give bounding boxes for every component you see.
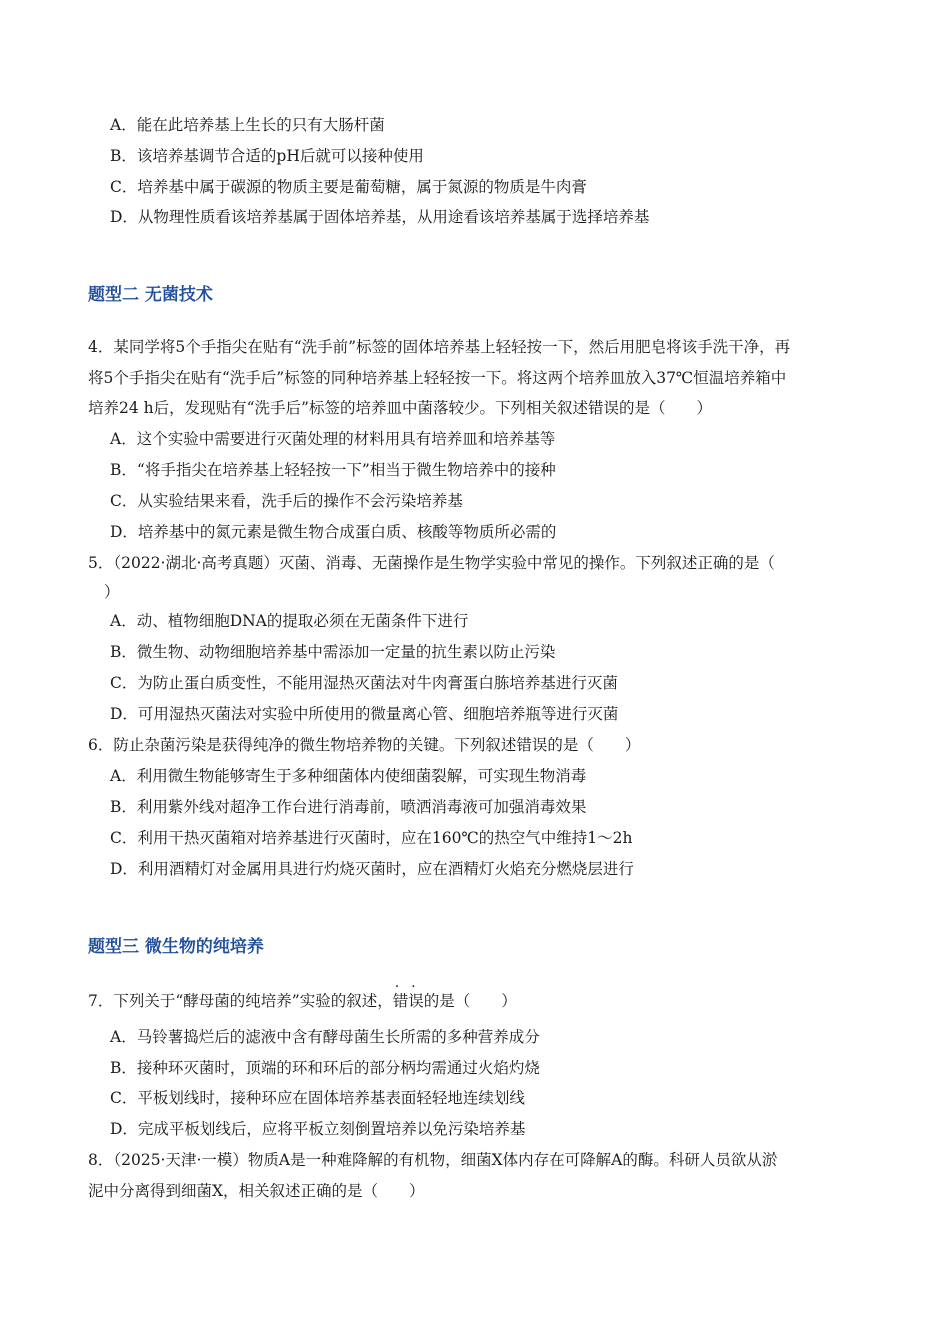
- q3-option-c: C．培养基中属于碳源的物质主要是葡萄糖，属于氮源的物质是牛肉膏: [110, 178, 587, 196]
- q5-stem-line-1: 5．（2022·湖北·高考真题）灭菌、消毒、无菌操作是生物学实验中常见的操作。下列叙述正确的是（: [88, 554, 775, 572]
- q4-option-b: B．“将手指尖在培养基上轻轻按一下”相当于微生物培养中的接种: [110, 461, 556, 479]
- q7-option-b: B．接种环灭菌时，顶端的环和环后的部分柄均需通过火焰灼烧: [110, 1059, 540, 1077]
- q5-stem-line-2: ）: [104, 583, 120, 601]
- q4-option-a: A．这个实验中需要进行灭菌处理的材料用具有培养皿和培养基等: [110, 430, 556, 448]
- q5-option-a: A．动、植物细胞DNA的提取必须在无菌条件下进行: [110, 612, 469, 630]
- q5-option-d: D．可用湿热灭菌法对实验中所使用的微量离心管、细胞培养瓶等进行灭菌: [110, 705, 619, 723]
- q7-stem-emphasis: · · 错误: [393, 991, 424, 1011]
- q3-option-a: A．能在此培养基上生长的只有大肠杆菌: [110, 116, 385, 134]
- section-heading-pure-culture: 题型三 微生物的纯培养: [88, 937, 264, 957]
- q4-option-c: C．从实验结果来看，洗手后的操作不会污染培养基: [110, 492, 463, 510]
- q6-option-c: C．利用干热灭菌箱对培养基进行灭菌时，应在160℃的热空气中维持1～2h: [110, 829, 633, 847]
- q5-option-c: C．为防止蛋白质变性，不能用湿热灭菌法对牛肉膏蛋白胨培养基进行灭菌: [110, 674, 618, 692]
- q7-option-a: A．马铃薯捣烂后的滤液中含有酵母菌生长所需的多种营养成分: [110, 1028, 540, 1046]
- q4-stem-line-2: 将5个手指尖在贴有“洗手后”标签的同种培养基上轻轻按一下。将这两个培养皿放入37℃恒温培养箱中: [88, 369, 787, 387]
- q4-stem-line-1: 4．某同学将5个手指尖在贴有“洗手前”标签的固体培养基上轻轻按一下，然后用肥皂将该手洗干净，再: [88, 338, 791, 356]
- section-heading-sterile-technique: 题型二 无菌技术: [88, 285, 213, 305]
- q7-stem-suffix: 的是（ ）: [423, 992, 517, 1010]
- q7-stem-prefix: 7．下列关于“酵母菌的纯培养”实验的叙述，: [88, 992, 393, 1010]
- q6-option-b: B．利用紫外线对超净工作台进行消毒前，喷洒消毒液可加强消毒效果: [110, 798, 587, 816]
- q3-option-d: D．从物理性质看该培养基属于固体培养基，从用途看该培养基属于选择培养基: [110, 208, 650, 226]
- q6-option-a: A．利用微生物能够寄生于多种细菌体内使细菌裂解，可实现生物消毒: [110, 767, 587, 785]
- q8-stem-line-1: 8．（2025·天津·一模）物质A是一种难降解的有机物，细菌X体内存在可降解A的酶。科研人员欲从淤: [88, 1151, 778, 1169]
- q3-option-b: B．该培养基调节合适的pH后就可以接种使用: [110, 147, 424, 165]
- q8-stem-line-2: 泥中分离得到细菌X，相关叙述正确的是（ ）: [88, 1182, 425, 1200]
- q5-option-b: B．微生物、动物细胞培养基中需添加一定量的抗生素以防止污染: [110, 643, 556, 661]
- q7-option-c: C．平板划线时，接种环应在固体培养基表面轻轻地连续划线: [110, 1089, 525, 1107]
- q7-stem: [0, 991, 517, 1011]
- q6-stem: 6．防止杂菌污染是获得纯净的微生物培养物的关键。下列叙述错误的是（ ）: [88, 736, 641, 754]
- q4-stem-line-3: 培养24 h后，发现贴有“洗手后”标签的培养皿中菌落较少。下列相关叙述错误的是（ ）: [88, 399, 712, 417]
- q7-option-d: D．完成平板划线后，应将平板立刻倒置培养以免污染培养基: [110, 1120, 526, 1138]
- q6-option-d: D．利用酒精灯对金属用具进行灼烧灭菌时，应在酒精灯火焰充分燃烧层进行: [110, 860, 634, 878]
- q4-option-d: D．培养基中的氮元素是微生物合成蛋白质、核酸等物质所必需的: [110, 523, 557, 541]
